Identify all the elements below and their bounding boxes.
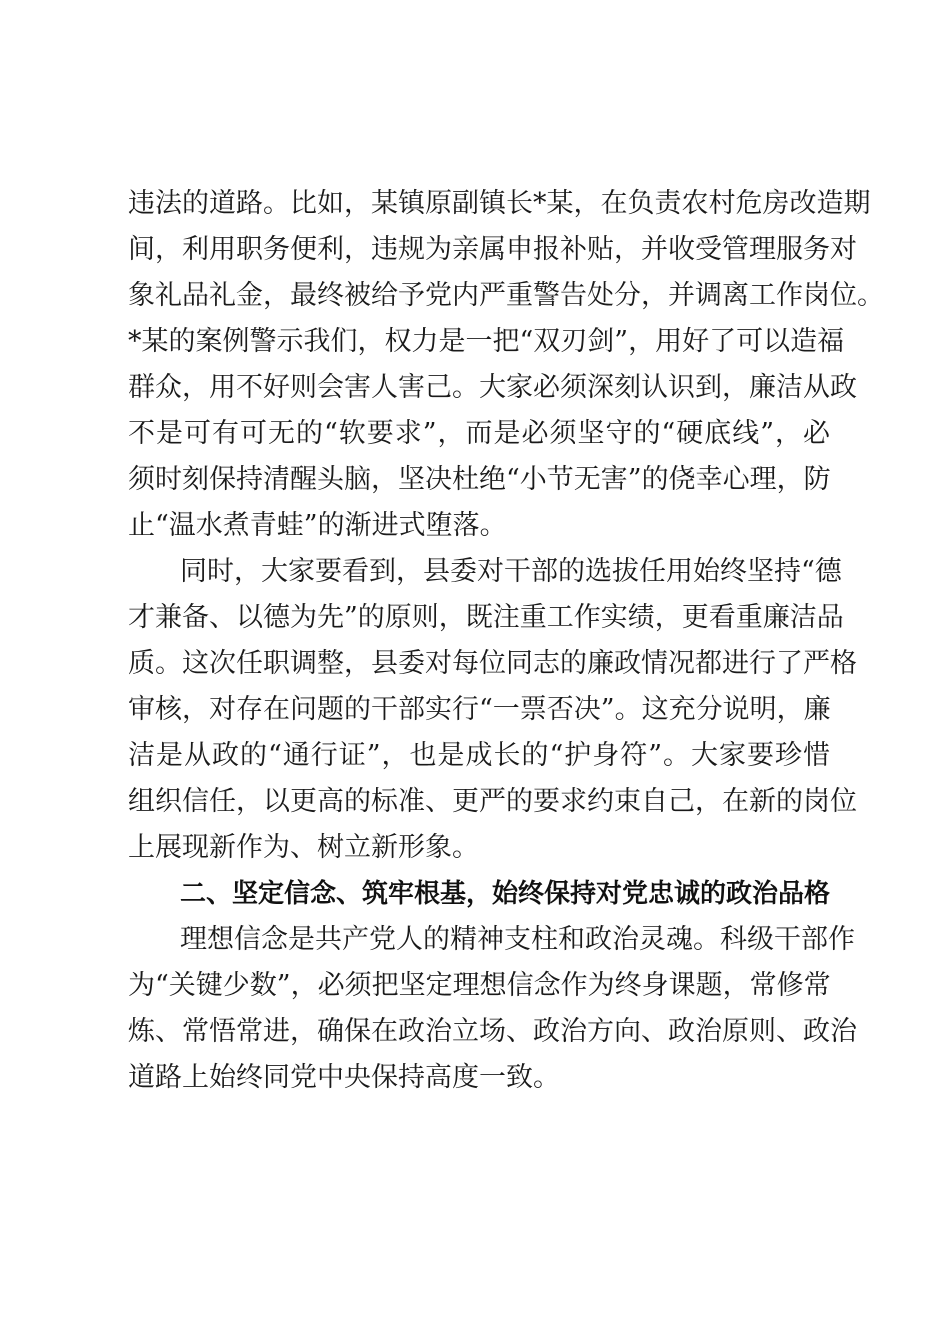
paragraph-1-line-3: 象礼品礼金，最终被给予党内严重警告处分，并调离工作岗位。 <box>128 280 884 311</box>
paragraph-1-line-6: 不是可有可无的“软要求”，而是必须坚守的“硬底线”，必 <box>128 418 830 449</box>
paragraph-2-line-6: 组织信任，以更高的标准、更严的要求约束自己，在新的岗位 <box>128 786 857 817</box>
paragraph-2-line-7: 上展现新作为、树立新形象。 <box>128 832 479 863</box>
paragraph-1-line-5: 群众，用不好则会害人害己。大家必须深刻认识到，廉洁从政 <box>128 372 857 403</box>
paragraph-2-line-1: 同时，大家要看到，县委对干部的选拔任用始终坚持“德 <box>180 556 842 587</box>
paragraph-1-line-7: 须时刻保持清醒头脑，坚决杜绝“小节无害”的侥幸心理，防 <box>128 464 831 495</box>
paragraph-2-line-5: 洁是从政的“通行证”，也是成长的“护身符”。大家要珍惜 <box>128 740 830 771</box>
paragraph-1-line-8: 止“温水煮青蛙”的渐进式堕落。 <box>128 510 507 541</box>
paragraph-3-line-2: 为“关键少数”，必须把坚定理想信念作为终身课题，常修常 <box>128 970 831 1001</box>
paragraph-2-line-3: 质。这次任职调整，县委对每位同志的廉政情况都进行了严格 <box>128 648 857 679</box>
paragraph-1-line-4: *某的案例警示我们，权力是一把“双刃剑”，用好了可以造福 <box>128 326 845 357</box>
paragraph-2-line-4: 审核，对存在问题的干部实行“一票否决”。这充分说明，廉 <box>128 694 831 725</box>
paragraph-3-line-4: 道路上始终同党中央保持高度一致。 <box>128 1062 560 1093</box>
paragraph-3-line-3: 炼、常悟常进，确保在政治立场、政治方向、政治原则、政治 <box>128 1016 857 1047</box>
paragraph-2-line-2: 才兼备、以德为先”的原则，既注重工作实绩，更看重廉洁品 <box>128 602 844 633</box>
paragraph-1-line-2: 间，利用职务便利，违规为亲属申报补贴，并收受管理服务对 <box>128 234 857 265</box>
paragraph-1-line-1: 违法的道路。比如，某镇原副镇长*某，在负责农村危房改造期 <box>128 188 871 219</box>
section-heading: 二、坚定信念、筑牢根基，始终保持对党忠诚的政治品格 <box>180 879 831 909</box>
paragraph-3-line-1: 理想信念是共产党人的精神支柱和政治灵魂。科级干部作 <box>180 924 855 955</box>
